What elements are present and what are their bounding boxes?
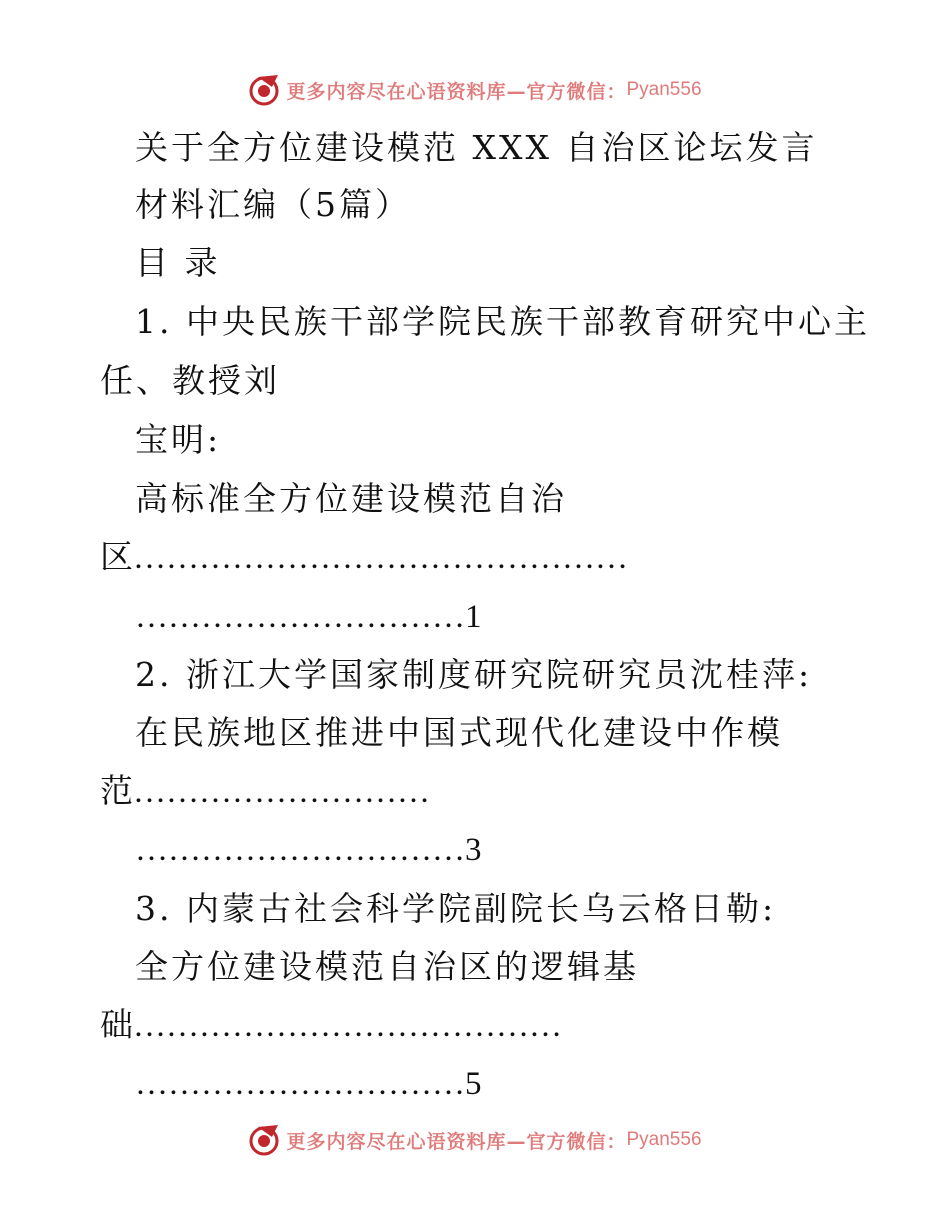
footer-watermark-banner: [0, 1120, 950, 1160]
toc-entry-3-author-line-1: 3. 内蒙古社会科学院副院长乌云格日勒:: [135, 889, 777, 928]
toc-entry-1-topic-line-2: 区………………………………………: [100, 540, 628, 576]
brand-logo-icon: [248, 73, 282, 107]
toc-entry-1-author-line-3: 宝明:: [135, 420, 222, 459]
doc-title-line-1: 关于全方位建设模范 XXX 自治区论坛发言: [135, 128, 818, 167]
toc-entry-2-author-line-1: 2. 浙江大学国家制度研究院研究员沈桂萍:: [135, 655, 813, 694]
banner-text: 更多内容尽在心语资料库—官方微信：: [286, 1130, 627, 1153]
toc-entry-1-page: …………………………1: [135, 599, 482, 635]
banner-wechat-id: Pyan556: [626, 79, 702, 100]
toc-entry-3-topic-line-1: 全方位建设模范自治区的逻辑基: [135, 947, 639, 986]
toc-entry-3-page: …………………………5: [135, 1066, 482, 1102]
toc-entry-2-topic-line-1: 在民族地区推进中国式现代化建设中作模: [135, 713, 783, 752]
toc-entry-1-author-line-2: 任、教授刘: [100, 361, 280, 400]
toc-entry-2-page: …………………………3: [135, 832, 482, 868]
banner-text: 更多内容尽在心语资料库—官方微信：: [286, 80, 627, 103]
banner-wechat-id: Pyan556: [626, 1129, 702, 1150]
brand-logo-icon: [248, 1123, 282, 1157]
toc-heading: 目 录: [135, 243, 221, 282]
toc-entry-1-author-line-1: 1. 中央民族干部学院民族干部教育研究中心主: [135, 302, 870, 341]
toc-entry-1-topic-line-1: 高标准全方位建设模范自治: [135, 479, 567, 518]
header-watermark-banner: [0, 70, 950, 110]
doc-title-line-2: 材料汇编（5篇）: [135, 185, 411, 224]
toc-entry-2-topic-line-2: 范………………………: [100, 774, 430, 810]
toc-entry-3-topic-line-2: 础…………………………………: [100, 1008, 562, 1044]
